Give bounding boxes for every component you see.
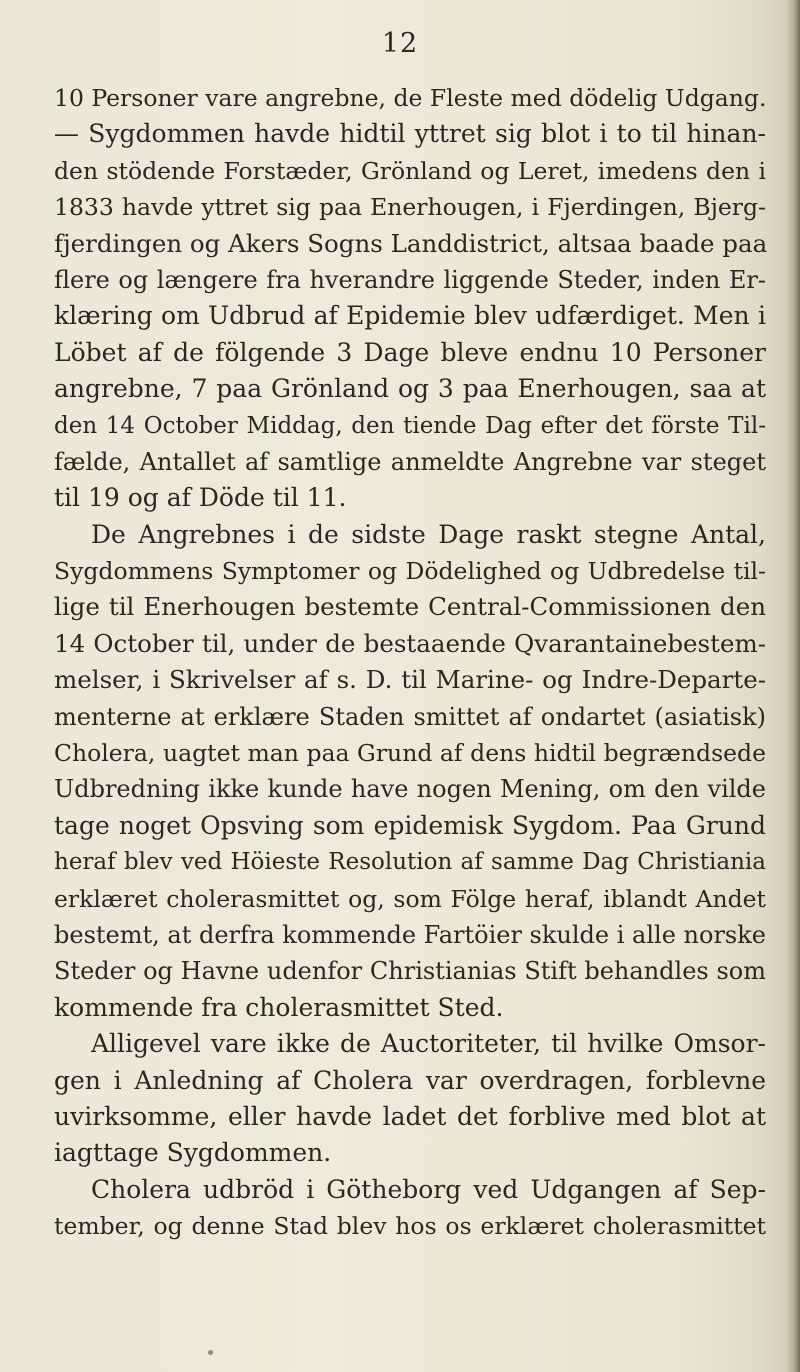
- body-text: [54, 80, 766, 1245]
- text-line: tember, og denne Stad blev hos os erklæret cholerasmittet: [54, 1212, 766, 1241]
- text-line: Cholera, uagtet man paa Grund af dens hidtil begrændsede: [54, 739, 766, 768]
- ink-speck: [208, 1350, 213, 1355]
- text-line: 10 Personer vare angrebne, de Fleste med dödelig Udgang.: [54, 84, 767, 112]
- text-line: fjerdingen og Akers Sogns Landdistrict, altsaa baade paa: [54, 228, 768, 258]
- text-line: iagttage Sygdommen.: [54, 1138, 332, 1168]
- text-line: Sygdommens Symptomer og Dödelighed og Udbredelse til-: [54, 557, 766, 586]
- text-line: den 14 October Middag, den tiende Dag efter det förste Til-: [54, 412, 766, 439]
- text-line: melser, i Skrivelser af s. D. til Marine- og Indre-Departe-: [54, 665, 766, 695]
- text-line: Löbet af de fölgende 3 Dage bleve endnu 10 Personer: [54, 337, 766, 367]
- text-line: Steder og Havne udenfor Christianias Stift behandles som: [54, 957, 766, 986]
- text-line: lige til Enerhougen bestemte Central-Commissionen den: [54, 592, 766, 622]
- text-line: kommende fra cholerasmittet Sted.: [54, 992, 504, 1022]
- text-line: til 19 og af Döde til 11.: [54, 483, 347, 513]
- text-line: fælde, Antallet af samtlige anmeldte Angrebne var steget: [54, 447, 766, 476]
- page-edge-shadow: [786, 0, 800, 1372]
- text-line: 14 October til, under de bestaaende Qvarantainebestem-: [54, 628, 766, 658]
- text-line: heraf blev ved Höieste Resolution af samme Dag Christiania: [54, 849, 766, 876]
- text-line: tage noget Opsving som epidemisk Sygdom. Paa Grund: [54, 810, 766, 840]
- text-line: angrebne, 7 paa Grönland og 3 paa Enerhougen, saa at: [54, 374, 766, 404]
- paragraph-start-line: Cholera udbröd i Götheborg ved Udgangen af Sep-: [91, 1174, 766, 1204]
- text-line: uvirksomme, eller havde ladet det forblive med blot at: [54, 1101, 766, 1131]
- text-line: menterne at erklære Staden smittet af ondartet (asiatisk): [54, 702, 766, 731]
- paragraph-start-line: De Angrebnes i de sidste Dage raskt stegne Antal,: [91, 519, 766, 549]
- text-line: klæring om Udbrud af Epidemie blev udfærdiget. Men i: [54, 301, 766, 331]
- text-line: gen i Anledning af Cholera var overdragen, forblevne: [54, 1065, 766, 1095]
- page-number: 12: [381, 28, 419, 59]
- text-line: den stödende Forstæder, Grönland og Leret, imedens den i: [54, 156, 766, 185]
- text-line: 1833 havde yttret sig paa Enerhougen, i Fjerdingen, Bjerg-: [54, 193, 766, 222]
- text-line: Udbredning ikke kunde have nogen Mening, om den vilde: [54, 775, 766, 804]
- text-line: — Sygdommen havde hidtil yttret sig blot i to til hinan-: [54, 119, 766, 149]
- text-line: flere og længere fra hverandre liggende Steder, inden Er-: [54, 265, 766, 294]
- text-line: bestemt, at derfra kommende Fartöier skulde i alle norske: [54, 920, 766, 949]
- text-line: erklæret cholerasmittet og, som Fölge heraf, iblandt Andet: [54, 884, 766, 913]
- paragraph-start-line: Alligevel vare ikke de Auctoriteter, til hvilke Omsor-: [91, 1029, 766, 1059]
